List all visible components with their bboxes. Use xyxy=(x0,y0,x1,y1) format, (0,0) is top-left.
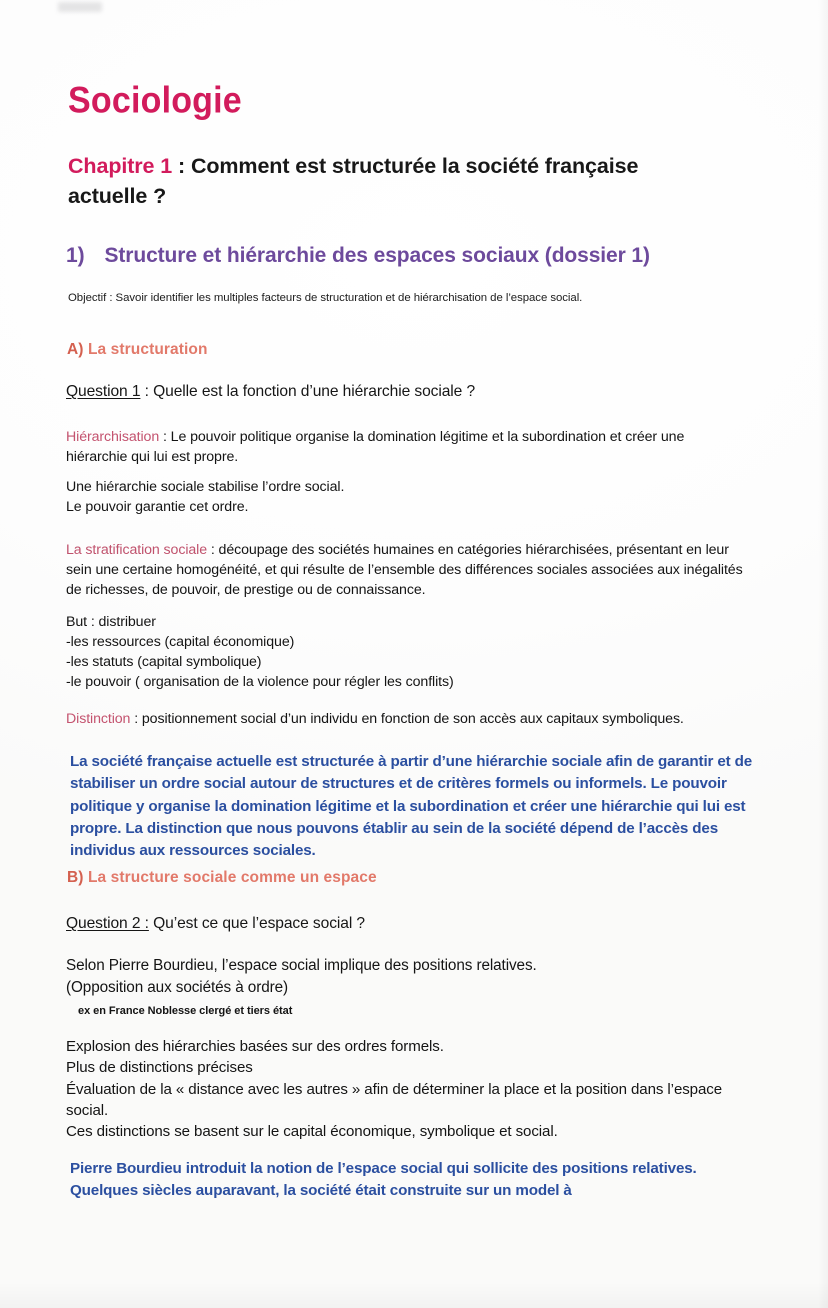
subsection-b-lead: B) xyxy=(67,869,84,886)
summary-paragraph-1: La société française actuelle est structurée à partir d’une hiérarchie sociale afin de garantir et de stabiliser un ordre social autour de structures et de critères formels ou informels. Le pouvoir politique y organise la domination légitime et la subordination et créer une hiérarchie qui lui est propre. La distinction que nous pouvons établir au sein de la société dépend de l’accès des individus aux ressources sociales. xyxy=(70,753,753,860)
question-2-text: Qu’est ce que l’espace social ? xyxy=(148,915,365,932)
notes-bourdieu xyxy=(66,955,746,998)
subsection-a-heading xyxy=(67,341,208,359)
list-item: -le pouvoir ( organisation de la violence pour régler les conflits) xyxy=(66,674,454,691)
term-distinction: Distinction xyxy=(66,711,131,727)
term-hierarchisation: Hiérarchisation xyxy=(66,429,160,445)
section-1-title: Structure et hiérarchie des espaces sociaux (dossier 1) xyxy=(104,244,650,267)
scan-edge-shadow-right xyxy=(818,0,828,1308)
chapter-title-text: : Comment est structurée la société française actuelle ? xyxy=(68,154,639,208)
list-but-distribuer xyxy=(66,612,726,693)
definition-distinction xyxy=(66,709,766,729)
definition-hierarchisation-text: : Le pouvoir politique organise la domination légitime et la subordination et créer une hiérarchie qui lui est propre. xyxy=(66,429,685,466)
margin-note-example: ex en France Noblesse clergé et tiers état xyxy=(78,1005,293,1017)
chapter-label: Chapitre 1 xyxy=(68,154,173,178)
list-item: -les statuts (capital symbolique) xyxy=(66,654,262,671)
notes-ordre-social xyxy=(66,477,726,517)
question-1-text: : Quelle est la fonction d’une hiérarchie sociale ? xyxy=(140,383,476,400)
section-1-heading xyxy=(66,244,766,268)
list-item: But : distribuer xyxy=(66,614,156,630)
definition-stratification xyxy=(66,540,756,600)
section-1-number: 1) xyxy=(66,244,85,267)
definition-hierarchisation xyxy=(66,427,726,467)
summary-paragraph-2: Pierre Bourdieu introduit la notion de l’espace social qui sollicite des positions relatives. Quelques siècles auparavant, la société était construite sur un model à xyxy=(70,1160,697,1200)
document-title: Sociologie xyxy=(68,80,242,122)
definition-distinction-text: : positionnement social d’un individu en fonction de son accès aux capitaux symboliques. xyxy=(130,711,684,727)
list-item: -les ressources (capital économique) xyxy=(66,634,295,651)
question-2 xyxy=(66,915,365,933)
notes-explosion-line: Explosion des hiérarchies basées sur des ordres formels. xyxy=(66,1038,444,1055)
subsection-b-title: La structure sociale comme un espace xyxy=(83,869,377,886)
notes-ordre-line: Le pouvoir garantie cet ordre. xyxy=(66,499,249,516)
scan-artifact-smudge xyxy=(58,2,102,12)
question-1-label: Question 1 xyxy=(66,383,141,400)
subsection-a-title: La structuration xyxy=(83,341,208,358)
subsection-b-heading xyxy=(67,869,377,887)
notes-bourdieu-line: Selon Pierre Bourdieu, l’espace social implique des positions relatives. xyxy=(66,957,537,974)
subsection-a-lead: A) xyxy=(67,341,84,358)
notes-explosion-hierarchies xyxy=(66,1036,756,1142)
question-1 xyxy=(66,383,475,401)
term-stratification-sociale: La stratification sociale xyxy=(66,542,208,558)
notes-explosion-line: Ces distinctions se basent sur le capital économique, symbolique et social. xyxy=(66,1123,558,1141)
notes-bourdieu-line: (Opposition aux sociétés à ordre) xyxy=(66,978,289,996)
scan-edge-shadow-bottom xyxy=(0,1282,828,1308)
chapter-heading xyxy=(68,152,708,211)
question-2-label: Question 2 : xyxy=(66,915,149,932)
notes-explosion-line: Plus de distinctions précises xyxy=(66,1059,253,1077)
objective-line: Objectif : Savoir identifier les multiples facteurs de structuration et de hiérarchisation de l’espace social. xyxy=(68,292,583,304)
notes-explosion-line: Évaluation de la « distance avec les autres » afin de déterminer la place et la position dans l’espace social. xyxy=(66,1080,723,1119)
notes-ordre-line: Une hiérarchie sociale stabilise l’ordre social. xyxy=(66,479,345,495)
definition-stratification-text: : découpage des sociétés humaines en catégories hiérarchisées, présentant en leur sein une certaine homogénéité, et qui résulte de l’ensemble des différences sociales associées aux inégalités de richesses, de pouvoir, de prestige ou de connaissance. xyxy=(66,542,743,599)
